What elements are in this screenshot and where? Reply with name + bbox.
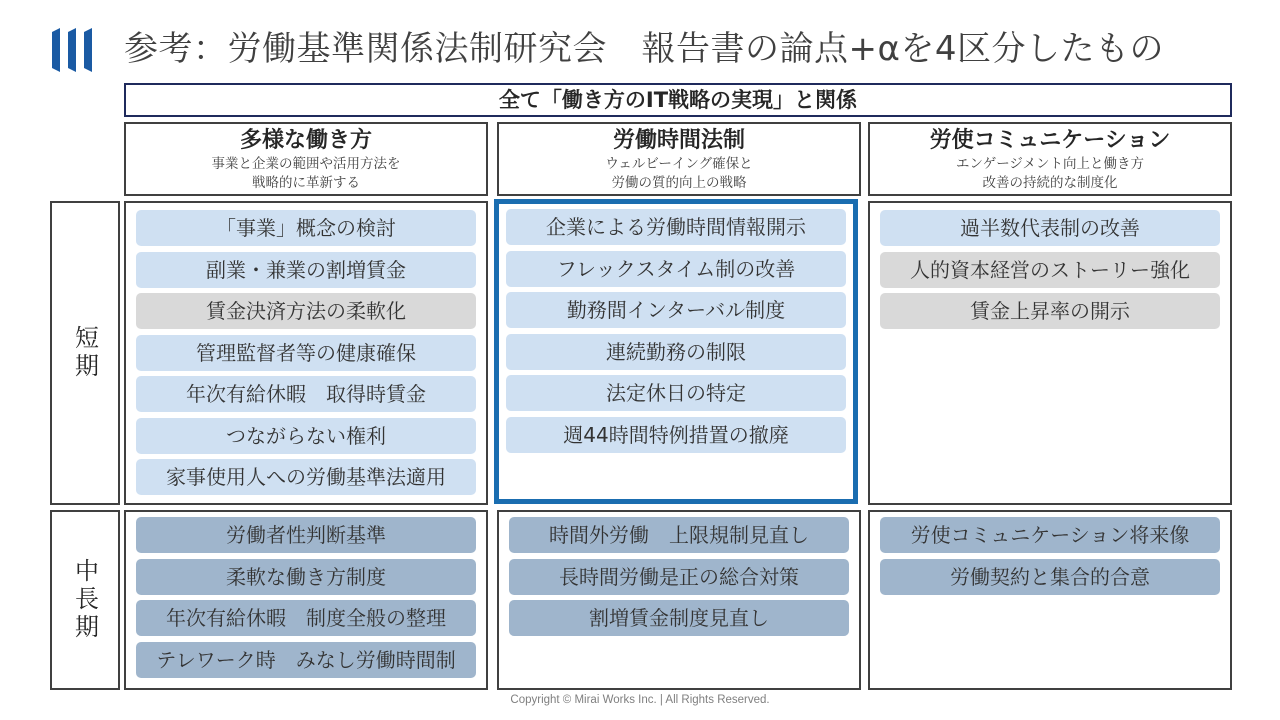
- topic-item: 「事業」概念の検討: [136, 210, 476, 246]
- column-subtitle-line2: 労働の質的向上の戦略: [611, 175, 747, 191]
- column-header-working-hours: [497, 122, 861, 196]
- topic-item: テレワーク時 みなし労働時間制: [136, 642, 476, 678]
- column-subtitle-line2: 改善の持続的な制度化: [982, 175, 1118, 191]
- column-header-labor-communication: [868, 122, 1232, 196]
- row-label-text: 中長期: [70, 558, 99, 642]
- row-label-text: 短期: [70, 325, 99, 381]
- topic-item: 労働者性判断基準: [136, 517, 476, 553]
- topic-item: 管理監督者等の健康確保: [136, 335, 476, 371]
- topic-item: 賃金決済方法の柔軟化: [136, 293, 476, 329]
- column-title: 労使コミュニケーション: [929, 128, 1171, 153]
- topic-item: 年次有給休暇 制度全般の整理: [136, 600, 476, 636]
- copyright-footer: Copyright © Mirai Works Inc. | All Rights Reserved.: [510, 694, 770, 706]
- topic-item: 企業による労働時間情報開示: [506, 209, 846, 245]
- page-title: 参考：労働基準関係法制研究会 報告書の論点+αを4区分したもの: [124, 29, 1165, 69]
- column-subtitle-line1: 事業と企業の範囲や活用方法を: [211, 156, 401, 172]
- topic-item: 割増賃金制度見直し: [509, 600, 849, 636]
- cell-short-working-hours: [494, 199, 858, 504]
- topic-item: 週44時間特例措置の撤廃: [506, 417, 846, 453]
- topic-item: 労働契約と集合的合意: [880, 559, 1220, 595]
- row-label-mid-long-term: [50, 510, 120, 690]
- topic-item: 人的資本経営のストーリー強化: [880, 252, 1220, 288]
- topic-item: つながらない権利: [136, 418, 476, 454]
- topic-item: 法定休日の特定: [506, 375, 846, 411]
- column-subtitle-line2: 戦略的に革新する: [252, 175, 360, 191]
- cell-short-labor-communication: [868, 201, 1232, 505]
- company-logo-icon: [52, 28, 100, 72]
- cell-mid-working-hours: [497, 510, 861, 690]
- topic-item: 家事使用人への労働基準法適用: [136, 459, 476, 495]
- topic-item: 時間外労働 上限規制見直し: [509, 517, 849, 553]
- banner: 全て「働き方のIT戦略の実現」と関係: [124, 83, 1232, 117]
- topic-item: 連続勤務の制限: [506, 334, 846, 370]
- cell-mid-labor-communication: [868, 510, 1232, 690]
- column-subtitle-line1: エンゲージメント向上と働き方: [955, 156, 1145, 172]
- topic-item: 過半数代表制の改善: [880, 210, 1220, 246]
- column-subtitle-line1: ウェルビーイング確保と: [605, 156, 753, 172]
- topic-item: 労使コミュニケーション将来像: [880, 517, 1220, 553]
- topic-item: 賃金上昇率の開示: [880, 293, 1220, 329]
- topic-item: 勤務間インターバル制度: [506, 292, 846, 328]
- topic-item: 柔軟な働き方制度: [136, 559, 476, 595]
- column-header-diverse-work: [124, 122, 488, 196]
- cell-short-diverse-work: [124, 201, 488, 505]
- row-label-short-term: [50, 201, 120, 505]
- topic-item: 副業・兼業の割増賃金: [136, 252, 476, 288]
- column-title: 多様な働き方: [239, 128, 372, 153]
- cell-mid-diverse-work: [124, 510, 488, 690]
- topic-item: フレックスタイム制の改善: [506, 251, 846, 287]
- topic-item: 長時間労働是正の総合対策: [509, 559, 849, 595]
- column-title: 労働時間法制: [612, 128, 745, 153]
- topic-item: 年次有給休暇 取得時賃金: [136, 376, 476, 412]
